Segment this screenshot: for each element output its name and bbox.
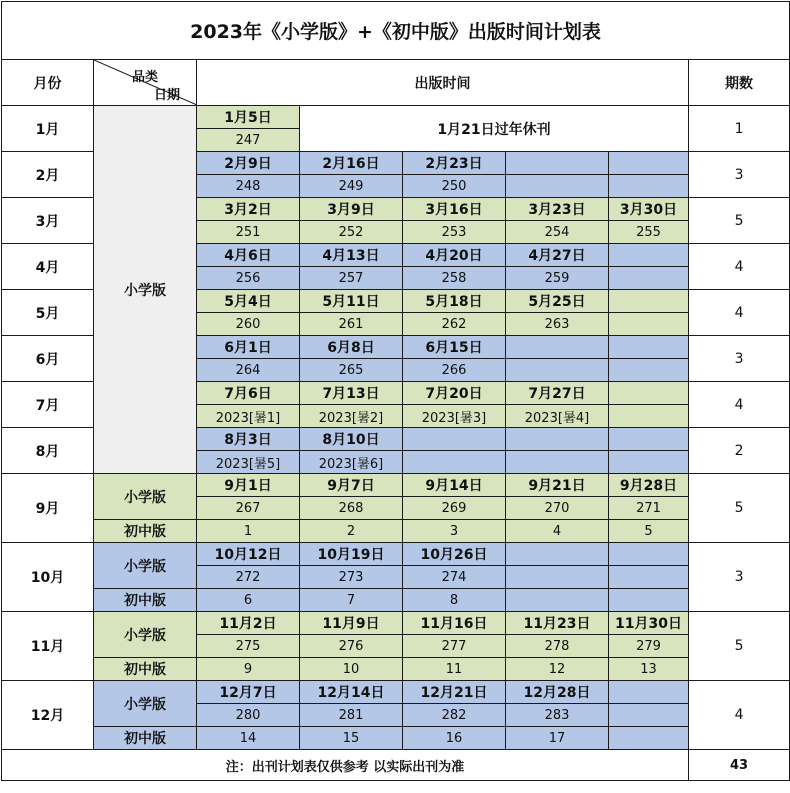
dec-issue-4: 283 xyxy=(506,704,609,727)
sep-date-5: 9月28日 xyxy=(609,474,689,497)
month-sep: 9月 xyxy=(2,474,94,543)
nov-date-5: 11月30日 xyxy=(609,612,689,635)
sep-issue-3: 269 xyxy=(403,497,506,520)
oct-count: 3 xyxy=(689,543,790,612)
sep-count: 5 xyxy=(689,474,790,543)
dec-issue-3: 282 xyxy=(403,704,506,727)
nov-edition-junior: 初中版 xyxy=(94,658,197,681)
dec-date-4: 12月28日 xyxy=(506,681,609,704)
header-category-date xyxy=(94,60,197,106)
jul-date-5 xyxy=(609,382,689,405)
apr-date-2: 4月13日 xyxy=(300,244,403,267)
oct-edition-primary: 小学版 xyxy=(94,543,197,589)
may-date-5 xyxy=(609,290,689,313)
may-issue-2: 261 xyxy=(300,313,403,336)
header-category-label: 品类 xyxy=(131,70,158,85)
nov-issue-4: 278 xyxy=(506,635,609,658)
oct-date-1: 10月12日 xyxy=(197,543,300,566)
jul-date-4: 7月27日 xyxy=(506,382,609,405)
sep-issue-5: 271 xyxy=(609,497,689,520)
feb-issue-5 xyxy=(609,175,689,198)
jan-holiday-note: 1月21日过年休刊 xyxy=(300,106,689,152)
jun-issue-1: 264 xyxy=(197,359,300,382)
jun-date-1: 6月1日 xyxy=(197,336,300,359)
sep-junior-2: 2 xyxy=(300,520,403,543)
sep-date-1: 9月1日 xyxy=(197,474,300,497)
apr-count: 4 xyxy=(689,244,790,290)
nov-junior-1: 9 xyxy=(197,658,300,681)
jul-date-2: 7月13日 xyxy=(300,382,403,405)
sep-issue-4: 270 xyxy=(506,497,609,520)
apr-date-5 xyxy=(609,244,689,267)
may-issue-1: 260 xyxy=(197,313,300,336)
feb-date-2: 2月16日 xyxy=(300,152,403,175)
feb-issue-3: 250 xyxy=(403,175,506,198)
nov-junior-2: 10 xyxy=(300,658,403,681)
dec-issue-5 xyxy=(609,704,689,727)
aug-date-4 xyxy=(506,428,609,451)
month-mar: 3月 xyxy=(2,198,94,244)
apr-date-3: 4月20日 xyxy=(403,244,506,267)
oct-date-2: 10月19日 xyxy=(300,543,403,566)
oct-issue-2: 273 xyxy=(300,566,403,589)
dec-junior-2: 15 xyxy=(300,727,403,750)
apr-date-4: 4月27日 xyxy=(506,244,609,267)
oct-junior-2: 7 xyxy=(300,589,403,612)
aug-date-3 xyxy=(403,428,506,451)
mar-issue-3: 253 xyxy=(403,221,506,244)
nov-date-4: 11月23日 xyxy=(506,612,609,635)
nov-date-2: 11月9日 xyxy=(300,612,403,635)
jun-date-3: 6月15日 xyxy=(403,336,506,359)
nov-issue-5: 279 xyxy=(609,635,689,658)
jul-issue-2: 2023[暑2] xyxy=(300,405,403,428)
month-apr: 4月 xyxy=(2,244,94,290)
nov-issue-1: 275 xyxy=(197,635,300,658)
dec-date-1: 12月7日 xyxy=(197,681,300,704)
nov-junior-5: 13 xyxy=(609,658,689,681)
apr-issue-4: 259 xyxy=(506,267,609,290)
jun-issue-3: 266 xyxy=(403,359,506,382)
dec-junior-3: 16 xyxy=(403,727,506,750)
apr-date-1: 4月6日 xyxy=(197,244,300,267)
may-issue-3: 262 xyxy=(403,313,506,336)
dec-edition-primary: 小学版 xyxy=(94,681,197,727)
mar-date-3: 3月16日 xyxy=(403,198,506,221)
may-issue-4: 263 xyxy=(506,313,609,336)
sep-junior-3: 3 xyxy=(403,520,506,543)
nov-issue-2: 276 xyxy=(300,635,403,658)
jun-issue-4 xyxy=(506,359,609,382)
oct-issue-3: 274 xyxy=(403,566,506,589)
aug-date-2: 8月10日 xyxy=(300,428,403,451)
may-date-2: 5月11日 xyxy=(300,290,403,313)
jun-count: 3 xyxy=(689,336,790,382)
jul-count: 4 xyxy=(689,382,790,428)
aug-issue-4 xyxy=(506,451,609,474)
feb-issue-1: 248 xyxy=(197,175,300,198)
jul-date-1: 7月6日 xyxy=(197,382,300,405)
nov-issue-3: 277 xyxy=(403,635,506,658)
mar-date-2: 3月9日 xyxy=(300,198,403,221)
month-jun: 6月 xyxy=(2,336,94,382)
oct-date-4 xyxy=(506,543,609,566)
oct-edition-junior: 初中版 xyxy=(94,589,197,612)
aug-date-5 xyxy=(609,428,689,451)
month-feb: 2月 xyxy=(2,152,94,198)
mar-date-5: 3月30日 xyxy=(609,198,689,221)
nov-junior-3: 11 xyxy=(403,658,506,681)
may-date-3: 5月18日 xyxy=(403,290,506,313)
oct-date-5 xyxy=(609,543,689,566)
apr-issue-3: 258 xyxy=(403,267,506,290)
dec-date-5 xyxy=(609,681,689,704)
feb-date-4 xyxy=(506,152,609,175)
nov-edition-primary: 小学版 xyxy=(94,612,197,658)
month-dec: 12月 xyxy=(2,681,94,750)
month-may: 5月 xyxy=(2,290,94,336)
apr-issue-1: 256 xyxy=(197,267,300,290)
aug-count: 2 xyxy=(689,428,790,474)
mar-count: 5 xyxy=(689,198,790,244)
may-date-1: 5月4日 xyxy=(197,290,300,313)
edition-primary-main: 小学版 xyxy=(94,106,197,474)
sep-edition-primary: 小学版 xyxy=(94,474,197,520)
jul-issue-3: 2023[暑3] xyxy=(403,405,506,428)
dec-junior-1: 14 xyxy=(197,727,300,750)
jun-date-5 xyxy=(609,336,689,359)
schedule-table xyxy=(1,1,790,781)
month-jul: 7月 xyxy=(2,382,94,428)
jul-issue-5 xyxy=(609,405,689,428)
jun-date-4 xyxy=(506,336,609,359)
feb-date-5 xyxy=(609,152,689,175)
header-date-label: 日期 xyxy=(153,88,180,103)
jan-date-1: 1月5日 xyxy=(197,106,300,129)
jun-issue-2: 265 xyxy=(300,359,403,382)
oct-junior-3: 8 xyxy=(403,589,506,612)
oct-date-3: 10月26日 xyxy=(403,543,506,566)
header-month: 月份 xyxy=(2,60,94,106)
dec-date-2: 12月14日 xyxy=(300,681,403,704)
month-jan: 1月 xyxy=(2,106,94,152)
oct-junior-1: 6 xyxy=(197,589,300,612)
sep-junior-5: 5 xyxy=(609,520,689,543)
mar-issue-4: 254 xyxy=(506,221,609,244)
oct-issue-1: 272 xyxy=(197,566,300,589)
nov-junior-4: 12 xyxy=(506,658,609,681)
jun-date-2: 6月8日 xyxy=(300,336,403,359)
header-pub-time: 出版时间 xyxy=(197,60,689,106)
nov-date-1: 11月2日 xyxy=(197,612,300,635)
feb-count: 3 xyxy=(689,152,790,198)
jul-issue-1: 2023[暑1] xyxy=(197,405,300,428)
feb-issue-4 xyxy=(506,175,609,198)
aug-issue-1: 2023[暑5] xyxy=(197,451,300,474)
jan-count: 1 xyxy=(689,106,790,152)
header-issues: 期数 xyxy=(689,60,790,106)
oct-issue-5 xyxy=(609,566,689,589)
aug-issue-5 xyxy=(609,451,689,474)
dec-issue-1: 280 xyxy=(197,704,300,727)
oct-issue-4 xyxy=(506,566,609,589)
aug-date-1: 8月3日 xyxy=(197,428,300,451)
mar-issue-1: 251 xyxy=(197,221,300,244)
page-title: 2023年《小学版》+《初中版》出版时间计划表 xyxy=(2,2,790,60)
jun-issue-5 xyxy=(609,359,689,382)
dec-edition-junior: 初中版 xyxy=(94,727,197,750)
dec-junior-4: 17 xyxy=(506,727,609,750)
sep-date-3: 9月14日 xyxy=(403,474,506,497)
apr-issue-2: 257 xyxy=(300,267,403,290)
oct-junior-5 xyxy=(609,589,689,612)
footer-note: 注：出刊计划表仅供参考 以实际出刊为准 xyxy=(2,750,689,781)
oct-junior-4 xyxy=(506,589,609,612)
dec-date-3: 12月21日 xyxy=(403,681,506,704)
sep-issue-2: 268 xyxy=(300,497,403,520)
sep-junior-4: 4 xyxy=(506,520,609,543)
may-count: 4 xyxy=(689,290,790,336)
feb-issue-2: 249 xyxy=(300,175,403,198)
apr-issue-5 xyxy=(609,267,689,290)
dec-junior-5 xyxy=(609,727,689,750)
sep-issue-1: 267 xyxy=(197,497,300,520)
dec-issue-2: 281 xyxy=(300,704,403,727)
jul-date-3: 7月20日 xyxy=(403,382,506,405)
sep-junior-1: 1 xyxy=(197,520,300,543)
month-aug: 8月 xyxy=(2,428,94,474)
may-date-4: 5月25日 xyxy=(506,290,609,313)
month-nov: 11月 xyxy=(2,612,94,681)
mar-issue-5: 255 xyxy=(609,221,689,244)
total-issues: 43 xyxy=(689,750,790,781)
nov-count: 5 xyxy=(689,612,790,681)
mar-date-1: 3月2日 xyxy=(197,198,300,221)
sep-date-2: 9月7日 xyxy=(300,474,403,497)
aug-issue-3 xyxy=(403,451,506,474)
sep-date-4: 9月21日 xyxy=(506,474,609,497)
mar-issue-2: 252 xyxy=(300,221,403,244)
dec-count: 4 xyxy=(689,681,790,750)
mar-date-4: 3月23日 xyxy=(506,198,609,221)
sep-edition-junior: 初中版 xyxy=(94,520,197,543)
nov-date-3: 11月16日 xyxy=(403,612,506,635)
month-oct: 10月 xyxy=(2,543,94,612)
feb-date-3: 2月23日 xyxy=(403,152,506,175)
jul-issue-4: 2023[暑4] xyxy=(506,405,609,428)
feb-date-1: 2月9日 xyxy=(197,152,300,175)
aug-issue-2: 2023[暑6] xyxy=(300,451,403,474)
may-issue-5 xyxy=(609,313,689,336)
jan-issue-1: 247 xyxy=(197,129,300,152)
